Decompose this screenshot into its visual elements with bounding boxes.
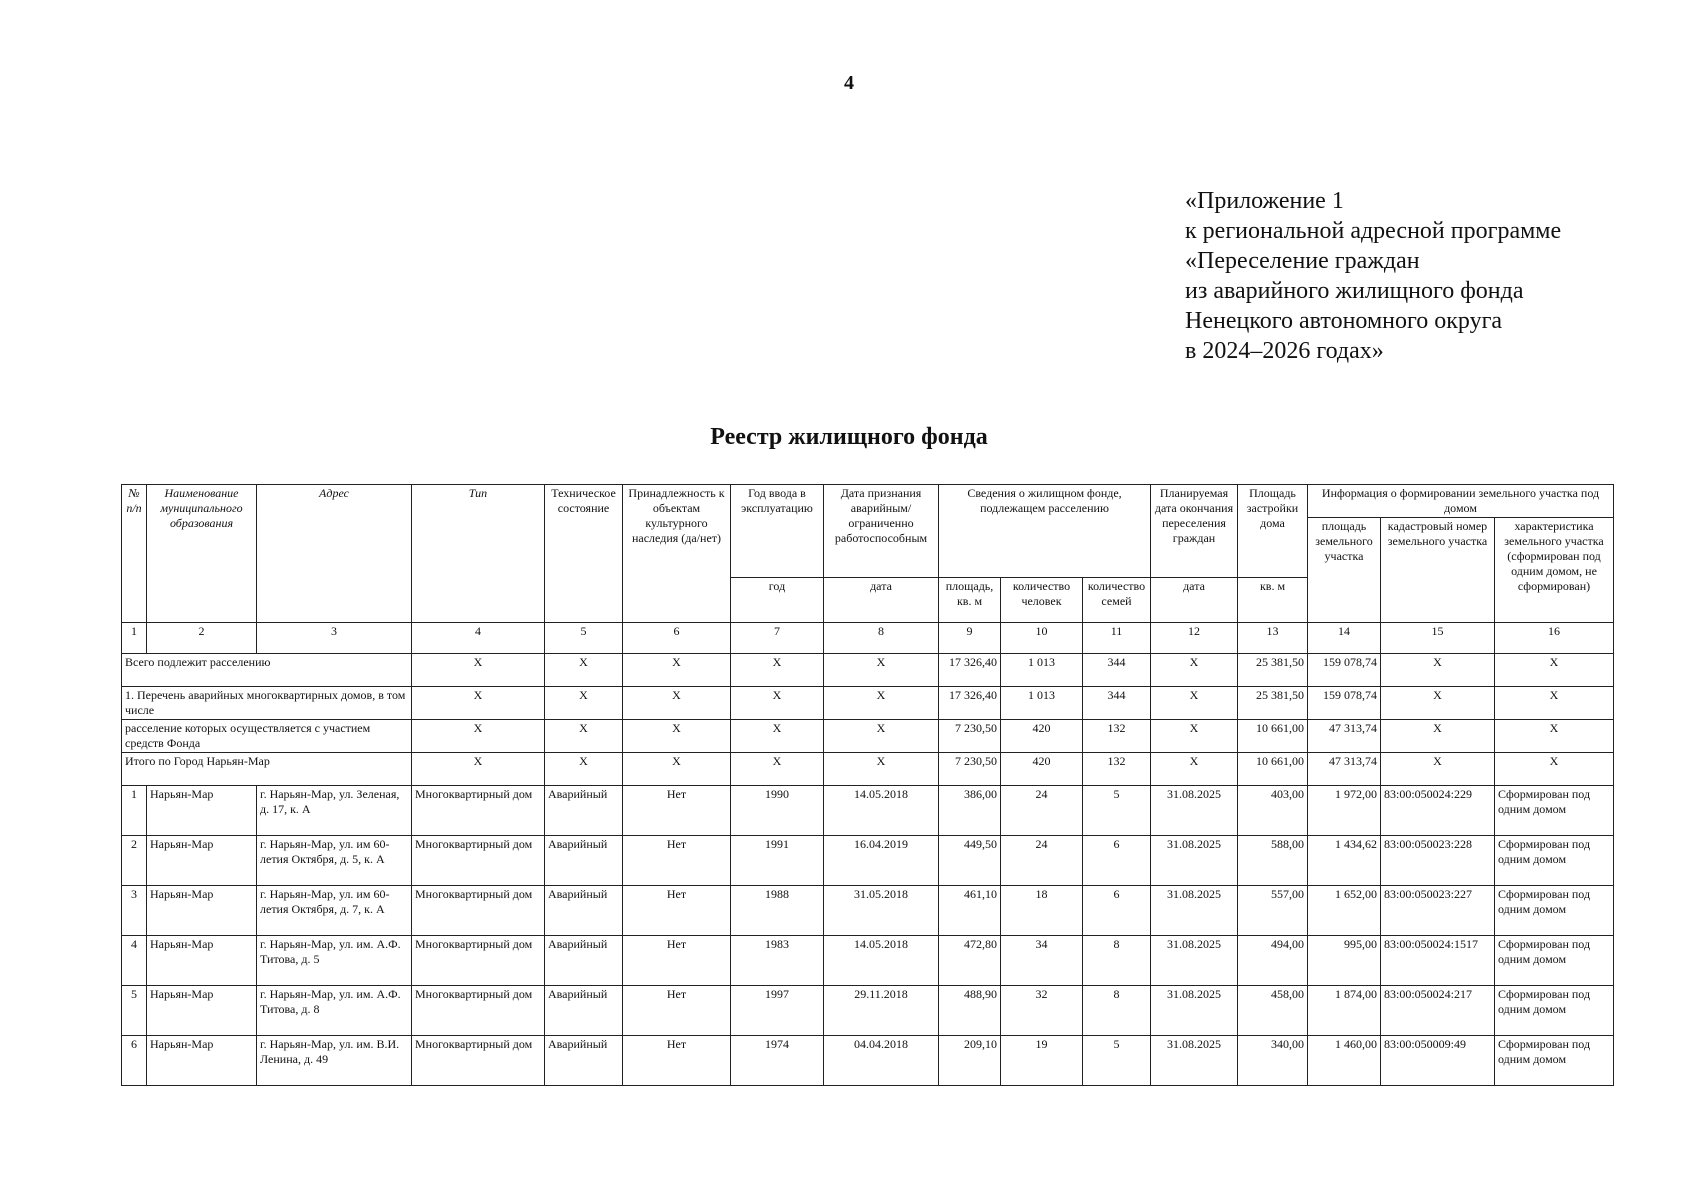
summary-x: X [824,720,939,753]
column-number: 15 [1381,623,1495,654]
header-municipality: Наименование муниципального образования [147,485,257,623]
row-emergency-date: 16.04.2019 [824,836,939,886]
row-tech-state: Аварийный [545,986,623,1036]
appendix-line: из аварийного жилищного фонда [1185,278,1524,304]
table-row [122,836,1614,886]
summary-label: Итого по Город Нарьян-Мар [122,753,412,786]
column-number: 9 [939,623,1001,654]
row-families: 8 [1083,936,1151,986]
row-people: 24 [1001,786,1083,836]
row-heritage: Нет [623,986,731,1036]
row-tech-state: Аварийный [545,886,623,936]
row-land-area: 1 972,00 [1308,786,1381,836]
summary-x: X [623,687,731,720]
summary-x: X [731,720,824,753]
summary-rows [122,654,1614,786]
row-year: 1990 [731,786,824,836]
header-type: Тип [412,485,545,623]
row-type: Многоквартирный дом [412,986,545,1036]
summary-x: X [1151,753,1238,786]
row-number: 5 [122,986,147,1036]
row-people: 19 [1001,1036,1083,1086]
appendix-line: в 2024–2026 годах» [1185,338,1384,364]
column-number: 14 [1308,623,1381,654]
summary-x: X [1381,687,1495,720]
row-number: 1 [122,786,147,836]
row-address: г. Нарьян-Мар, ул. им 60-летия Октября, д. 7, к. А [257,886,412,936]
page-number: 4 [844,72,854,94]
column-number: 5 [545,623,623,654]
column-number: 8 [824,623,939,654]
column-number: 10 [1001,623,1083,654]
row-people: 32 [1001,986,1083,1036]
summary-x: X [1381,753,1495,786]
summary-x: X [1495,687,1614,720]
summary-families: 132 [1083,720,1151,753]
header-year: год [731,578,824,623]
row-heritage: Нет [623,836,731,886]
column-number: 11 [1083,623,1151,654]
row-number: 4 [122,936,147,986]
appendix-line: «Переселение граждан [1185,248,1420,274]
table-row [122,1036,1614,1086]
row-land-area: 995,00 [1308,936,1381,986]
row-tech-state: Аварийный [545,836,623,886]
row-tech-state: Аварийный [545,1036,623,1086]
row-tech-state: Аварийный [545,936,623,986]
row-planned-end: 31.08.2025 [1151,786,1238,836]
summary-families: 344 [1083,654,1151,687]
appendix-line: Ненецкого автономного округа [1185,308,1503,334]
header-cadastral: кадастровый номер земельного участка [1381,518,1495,623]
row-cadastral: 83:00:050024:217 [1381,986,1495,1036]
row-building-area: 557,00 [1238,886,1308,936]
summary-x: X [412,720,545,753]
row-year: 1983 [731,936,824,986]
header-land-area: площадь земельного участка [1308,518,1381,623]
row-land-char: Сформирован под одним домом [1495,1036,1614,1086]
summary-area: 7 230,50 [939,720,1001,753]
row-area: 209,10 [939,1036,1001,1086]
row-address: г. Нарьян-Мар, ул. им. А.Ф. Титова, д. 5 [257,936,412,986]
row-emergency-date: 14.05.2018 [824,786,939,836]
row-families: 8 [1083,986,1151,1036]
summary-x: X [412,753,545,786]
row-type: Многоквартирный дом [412,886,545,936]
row-emergency-date: 04.04.2018 [824,1036,939,1086]
row-cadastral: 83:00:050009:49 [1381,1036,1495,1086]
row-planned-end: 31.08.2025 [1151,836,1238,886]
summary-row [122,687,1614,720]
table-row [122,786,1614,836]
header-date: дата [824,578,939,623]
table-row [122,936,1614,986]
row-building-area: 494,00 [1238,936,1308,986]
header-land-char: характеристика земельного участка (сформирован под одним домом, не сформирован) [1495,518,1614,623]
row-type: Многоквартирный дом [412,836,545,886]
summary-land-area: 47 313,74 [1308,720,1381,753]
header-year-commissioned: Год ввода в эксплуатацию [731,485,824,578]
row-cadastral: 83:00:050024:229 [1381,786,1495,836]
header-emergency-date: Дата признания аварийным/ ограниченно работоспособным [824,485,939,578]
row-people: 34 [1001,936,1083,986]
summary-x: X [1381,720,1495,753]
row-heritage: Нет [623,886,731,936]
row-number: 3 [122,886,147,936]
summary-people: 1 013 [1001,654,1083,687]
row-planned-end: 31.08.2025 [1151,986,1238,1036]
row-area: 488,90 [939,986,1001,1036]
row-year: 1974 [731,1036,824,1086]
row-land-char: Сформирован под одним домом [1495,786,1614,836]
summary-x: X [1151,720,1238,753]
summary-building-area: 25 381,50 [1238,654,1308,687]
summary-label: расселение которых осуществляется с участием средств Фонда [122,720,412,753]
row-municipality: Нарьян-Мар [147,836,257,886]
summary-building-area: 25 381,50 [1238,687,1308,720]
summary-x: X [623,753,731,786]
summary-x: X [545,753,623,786]
row-heritage: Нет [623,1036,731,1086]
column-number: 1 [122,623,147,654]
summary-x: X [1151,687,1238,720]
row-cadastral: 83:00:050024:1517 [1381,936,1495,986]
row-area: 386,00 [939,786,1001,836]
row-heritage: Нет [623,786,731,836]
summary-families: 344 [1083,687,1151,720]
summary-row [122,720,1614,753]
row-address: г. Нарьян-Мар, ул. Зеленая, д. 17, к. А [257,786,412,836]
row-land-char: Сформирован под одним домом [1495,886,1614,936]
header-heritage: Принадлежность к объектам культурного наследия (да/нет) [623,485,731,623]
row-type: Многоквартирный дом [412,936,545,986]
row-building-area: 588,00 [1238,836,1308,886]
appendix-heading [1185,186,1561,366]
summary-land-area: 159 078,74 [1308,654,1381,687]
summary-x: X [1495,654,1614,687]
summary-x: X [1495,753,1614,786]
row-municipality: Нарьян-Мар [147,786,257,836]
row-number: 2 [122,836,147,886]
registry-table [121,484,1614,1086]
header-area: площадь, кв. м [939,578,1001,623]
row-people: 24 [1001,836,1083,886]
summary-people: 420 [1001,753,1083,786]
summary-label: 1. Перечень аварийных многоквартирных домов, в том числе [122,687,412,720]
summary-x: X [1381,654,1495,687]
column-number-row [122,623,1614,654]
summary-row [122,753,1614,786]
summary-people: 1 013 [1001,687,1083,720]
table-row [122,886,1614,936]
row-municipality: Нарьян-Мар [147,886,257,936]
header-families: количество семей [1083,578,1151,623]
summary-x: X [412,654,545,687]
summary-x: X [824,654,939,687]
row-address: г. Нарьян-Мар, ул. им. В.И. Ленина, д. 49 [257,1036,412,1086]
header-tech-state: Техническое состояние [545,485,623,623]
summary-x: X [1151,654,1238,687]
header-planned-end: Планируемая дата окончания переселения граждан [1151,485,1238,578]
row-land-char: Сформирован под одним домом [1495,936,1614,986]
summary-building-area: 10 661,00 [1238,753,1308,786]
row-emergency-date: 14.05.2018 [824,936,939,986]
appendix-line: к региональной адресной программе [1185,218,1562,244]
summary-x: X [623,720,731,753]
row-planned-end: 31.08.2025 [1151,1036,1238,1086]
row-area: 472,80 [939,936,1001,986]
row-area: 461,10 [939,886,1001,936]
row-land-area: 1 434,62 [1308,836,1381,886]
summary-land-area: 47 313,74 [1308,753,1381,786]
appendix-line: «Приложение 1 [1185,188,1344,214]
summary-people: 420 [1001,720,1083,753]
header-sqm: кв. м [1238,578,1308,623]
column-number: 16 [1495,623,1614,654]
row-planned-end: 31.08.2025 [1151,936,1238,986]
row-heritage: Нет [623,936,731,986]
row-address: г. Нарьян-Мар, ул. им 60-летия Октября, д. 5, к. А [257,836,412,886]
summary-label: Всего подлежит расселению [122,654,412,687]
row-land-char: Сформирован под одним домом [1495,836,1614,886]
row-land-area: 1 652,00 [1308,886,1381,936]
summary-row [122,654,1614,687]
summary-x: X [545,687,623,720]
row-building-area: 403,00 [1238,786,1308,836]
data-rows [122,786,1614,1086]
row-number: 6 [122,1036,147,1086]
summary-families: 132 [1083,753,1151,786]
row-families: 6 [1083,836,1151,886]
column-number: 4 [412,623,545,654]
summary-x: X [731,654,824,687]
column-number: 12 [1151,623,1238,654]
header-land-info: Информация о формировании земельного участка под домом [1308,485,1614,518]
row-tech-state: Аварийный [545,786,623,836]
row-emergency-date: 29.11.2018 [824,986,939,1036]
column-number: 13 [1238,623,1308,654]
table-row [122,986,1614,1036]
summary-x: X [824,753,939,786]
summary-x: X [731,753,824,786]
row-municipality: Нарьян-Мар [147,1036,257,1086]
document-title: Реестр жилищного фонда [710,424,988,450]
row-type: Многоквартирный дом [412,786,545,836]
row-building-area: 458,00 [1238,986,1308,1036]
summary-x: X [545,654,623,687]
column-number: 6 [623,623,731,654]
row-cadastral: 83:00:050023:228 [1381,836,1495,886]
summary-x: X [545,720,623,753]
row-land-area: 1 874,00 [1308,986,1381,1036]
row-address: г. Нарьян-Мар, ул. им. А.Ф. Титова, д. 8 [257,986,412,1036]
header-row [122,485,1614,518]
row-people: 18 [1001,886,1083,936]
header-people: количество человек [1001,578,1083,623]
column-number: 7 [731,623,824,654]
summary-x: X [731,687,824,720]
summary-area: 7 230,50 [939,753,1001,786]
summary-land-area: 159 078,74 [1308,687,1381,720]
row-municipality: Нарьян-Мар [147,986,257,1036]
summary-x: X [824,687,939,720]
row-year: 1991 [731,836,824,886]
row-type: Многоквартирный дом [412,1036,545,1086]
summary-building-area: 10 661,00 [1238,720,1308,753]
row-families: 5 [1083,1036,1151,1086]
row-cadastral: 83:00:050023:227 [1381,886,1495,936]
header-address: Адрес [257,485,412,623]
row-emergency-date: 31.05.2018 [824,886,939,936]
summary-x: X [623,654,731,687]
summary-x: X [412,687,545,720]
column-number: 3 [257,623,412,654]
summary-x: X [1495,720,1614,753]
row-planned-end: 31.08.2025 [1151,886,1238,936]
row-families: 5 [1083,786,1151,836]
row-year: 1997 [731,986,824,1036]
row-land-char: Сформирован под одним домом [1495,986,1614,1036]
row-municipality: Нарьян-Мар [147,936,257,986]
summary-area: 17 326,40 [939,687,1001,720]
row-year: 1988 [731,886,824,936]
column-number: 2 [147,623,257,654]
row-building-area: 340,00 [1238,1036,1308,1086]
header-building-area: Площадь застройки дома [1238,485,1308,578]
row-area: 449,50 [939,836,1001,886]
row-families: 6 [1083,886,1151,936]
header-num: № п/п [122,485,147,623]
summary-area: 17 326,40 [939,654,1001,687]
row-land-area: 1 460,00 [1308,1036,1381,1086]
header-fund-info: Сведения о жилищном фонде, подлежащем расселению [939,485,1151,578]
header-date2: дата [1151,578,1238,623]
